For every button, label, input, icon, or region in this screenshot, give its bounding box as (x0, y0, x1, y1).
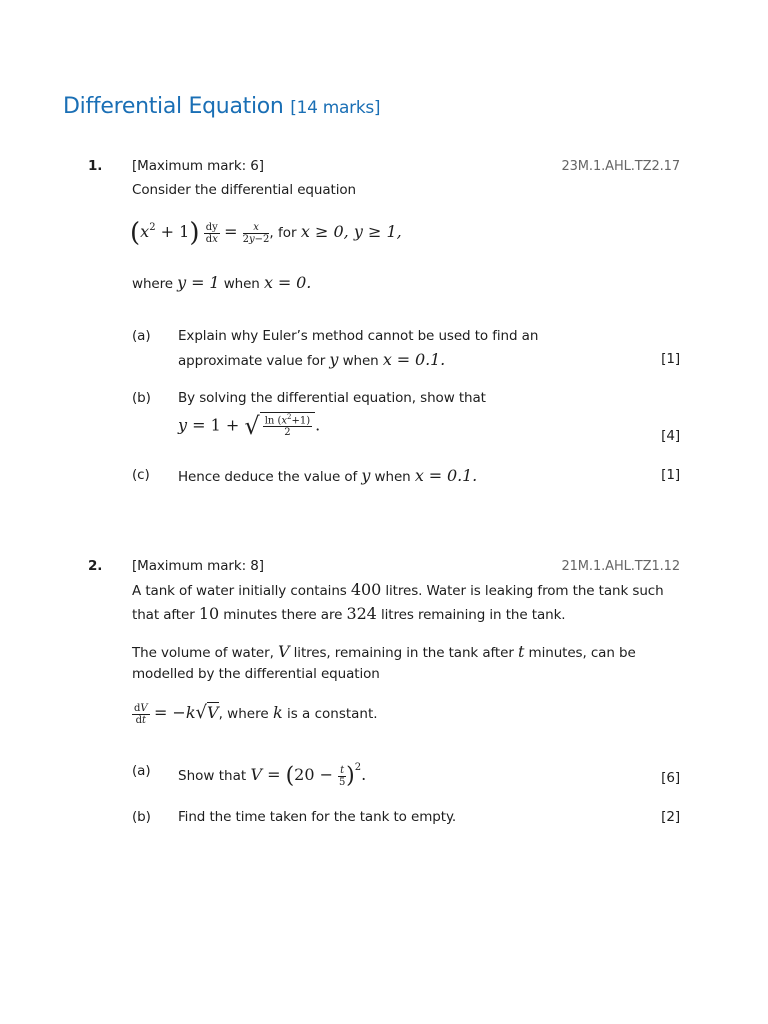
q2-differential-equation: $\frac{dV}{dt}$ = −k√V, where k is a constant. (134, 702, 378, 726)
q1-differential-equation: $(x^2 + 1)$ $\frac{dy}{dx}$ = $\frac{x}{2y-2}$ , for x ≥ 0, y ≥ 1, (130, 218, 402, 248)
q1-intro: Consider the differential equation (132, 182, 356, 198)
q2b-label: (b) (132, 809, 151, 825)
q2a-label: (a) (132, 763, 151, 779)
q2-reference: 21M.1.AHL.TZ1.12 (561, 559, 680, 574)
title-marks: [14 marks] (290, 98, 381, 118)
q2-para2-line1: The volume of water, V litres, remaining in the tank after t minutes, can be (132, 642, 636, 661)
q1-condition: x ≥ 0, y ≥ 1, (300, 222, 402, 241)
q1c-text: Hence deduce the value of y when x = 0.1. (178, 466, 478, 485)
q2-para1-line1: A tank of water initially contains 400 litres. Water is leaking from the tank such (132, 580, 664, 599)
q1a-line1: Explain why Euler’s method cannot be used to find an (178, 328, 539, 344)
q2a-marks: [6] (661, 770, 680, 786)
q2a-line: Show that V = (20 − $\frac{t}{5}$ )$^2$. (178, 762, 367, 789)
q1b-marks: [4] (661, 428, 680, 444)
q2-max-mark: [Maximum mark: 8] (132, 558, 264, 574)
q1b-formula: y = 1 + √ $\frac{\ln (x^2+1)}{2}$ . (178, 412, 321, 441)
q2-number: 2. (88, 558, 103, 574)
q2-para2-line2: modelled by the differential equation (132, 666, 380, 682)
q2b-marks: [2] (661, 809, 680, 825)
q2b-text: Find the time taken for the tank to empty. (178, 809, 457, 825)
q1c-label: (c) (132, 467, 150, 483)
q1a-label: (a) (132, 328, 151, 344)
page-title (63, 94, 380, 119)
q1b-text: By solving the differential equation, show that (178, 390, 486, 406)
q2-para1-line2: that after 10 minutes there are 324 litres remaining in the tank. (132, 604, 566, 623)
q1a-line2: approximate value for y when x = 0.1. (178, 350, 446, 369)
q1-number: 1. (88, 158, 103, 174)
q1b-label: (b) (132, 390, 151, 406)
q1-where-line: where y = 1 when x = 0. (132, 273, 312, 292)
q1-max-mark: [Maximum mark: 6] (132, 158, 264, 174)
q1a-marks: [1] (661, 351, 680, 367)
title-text: Differential Equation (63, 94, 284, 119)
q1c-marks: [1] (661, 467, 680, 483)
q1-reference: 23M.1.AHL.TZ2.17 (561, 159, 680, 174)
